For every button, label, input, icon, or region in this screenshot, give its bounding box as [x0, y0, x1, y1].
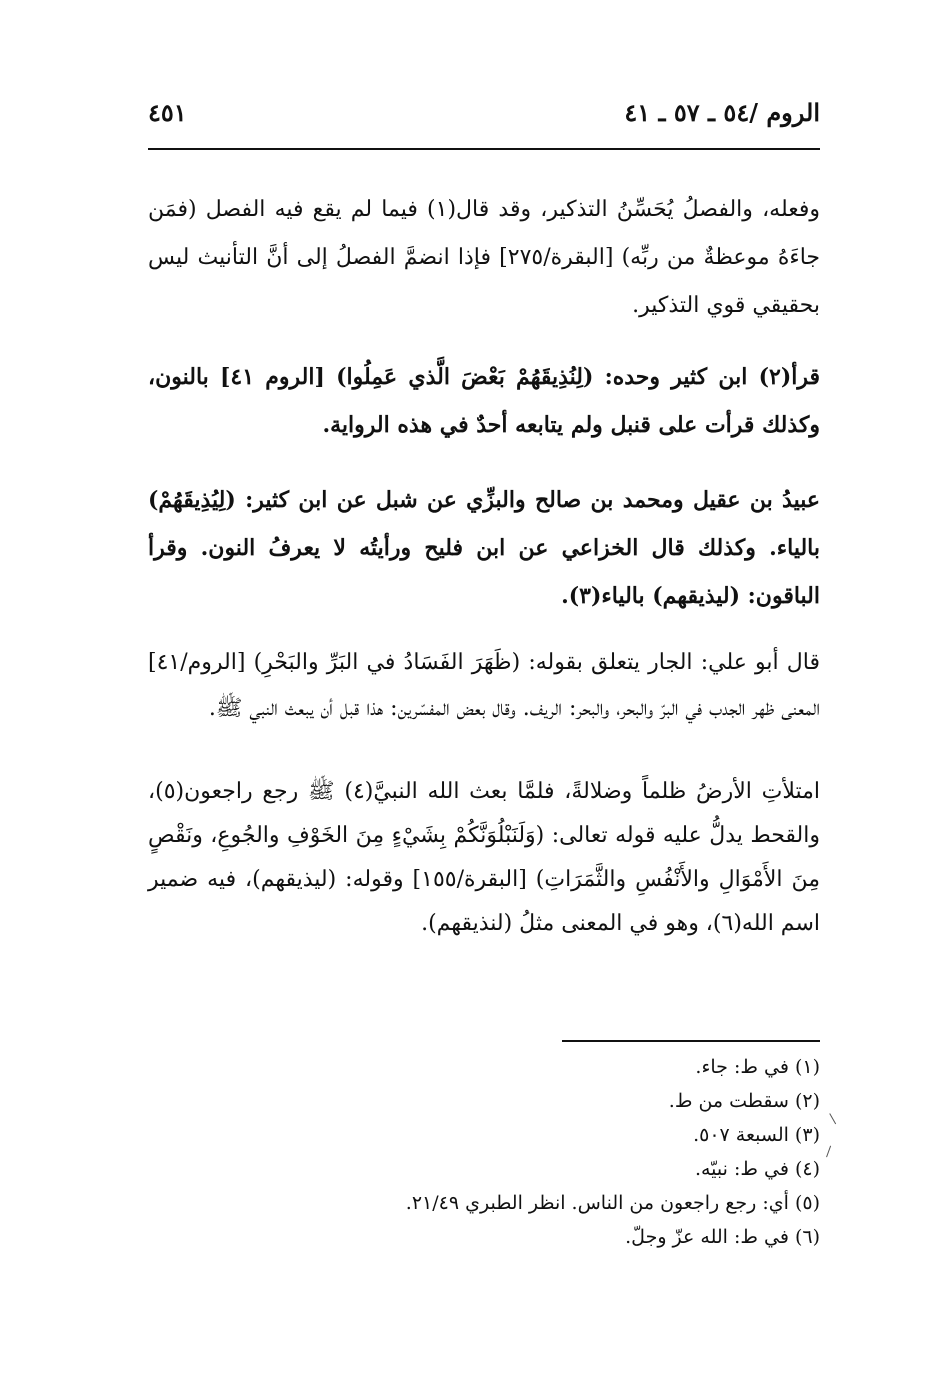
- footnotes: [148, 1050, 820, 1254]
- footnote-6: (٦) في ط: الله عزّ وجلّ.: [625, 1226, 820, 1248]
- footnote-3: (٣) السبعة ٥٠٧.: [693, 1124, 820, 1146]
- paragraph-1: وفعله، والفصلُ يُحَسِّنُ التذكير، وقد قال(١) فيما لم يقع فيه الفصل (فمَن جاءَهُ موعظةٌ من ربِّه) [البقرة/٢٧٥] فإذا انضمَّ الفصلُ إلى أنَّ التأنيث ليس بحقيقي قوي التذكير.: [148, 197, 821, 318]
- header-rule: [148, 148, 820, 150]
- footnote-rule: [562, 1040, 820, 1042]
- footnote-2: (٢) سقطت من ط.: [668, 1090, 820, 1112]
- footnote-1: (١) في ط: جاء.: [695, 1056, 820, 1078]
- paragraph-4: قال أبو علي: الجار يتعلق بقوله: (ظَهَرَ الفَسَادُ في البَرِّ والبَحْرِ) [الروم/٤١] المعنى ظهر الجدب في البرّ والبحر، والبحر: الريف. وقال بعض المفسّرين: هذا قبل أن يبعث النبي ﷺ.: [148, 650, 820, 721]
- page-header: [148, 98, 820, 138]
- scan-mark: [826, 1146, 834, 1159]
- footnote-4: (٤) في ط: نبيّه.: [694, 1158, 820, 1180]
- paragraph-3: عبيدُ بن عقيل ومحمد بن صالح والبزِّي عن شبل عن ابن كثير: (لِيُذِيقَهُمْ) بالياء. وكذلك قال الخزاعي عن ابن فليح ورأيتُه لا يعرفُ النون. وقرأ الباقون: (ليذيقهم) بالياء(٣).: [148, 487, 820, 609]
- footnote-5: (٥) أي: رجع راجعون من الناس. انظر الطبري ٢١/٤٩.: [405, 1192, 820, 1214]
- page-number: ٤٥١: [148, 98, 187, 127]
- running-title: الروم /٥٤ ـ ٥٧ ـ ٤١: [624, 98, 820, 127]
- scan-mark: [829, 1112, 838, 1124]
- paragraph-2: قرأ(٢) ابن كثير وحده: (لِنُذِيقَهُمْ بَعْضَ الَّذي عَمِلُوا) [الروم ٤١] بالنون، وكذلك قرأت على قنبل ولم يتابعه أحدٌ في هذه الرواية.: [148, 364, 820, 438]
- paragraph-5: امتلأتِ الأرضُ ظلماً وضلالةً، فلمَّا بعث الله النبيَّ(٤) ﷺ رجع راجعون(٥)، والقحط يدلُّ عليه قوله تعالى: (وَلَنَبْلُوَنَّكُمْ بِشَيْءٍ مِنَ الخَوْفِ والجُوعِ، ونَقْصٍ مِنَ الأَمْوَالِ والأَنْفُسِ والثَّمَرَاتِ) [البقرة/١٥٥] وقوله: (ليذيقهم)، فيه ضمير اسم الله(٦)، وهو في المعنى مثلُ (لنذيقهم).: [148, 779, 821, 936]
